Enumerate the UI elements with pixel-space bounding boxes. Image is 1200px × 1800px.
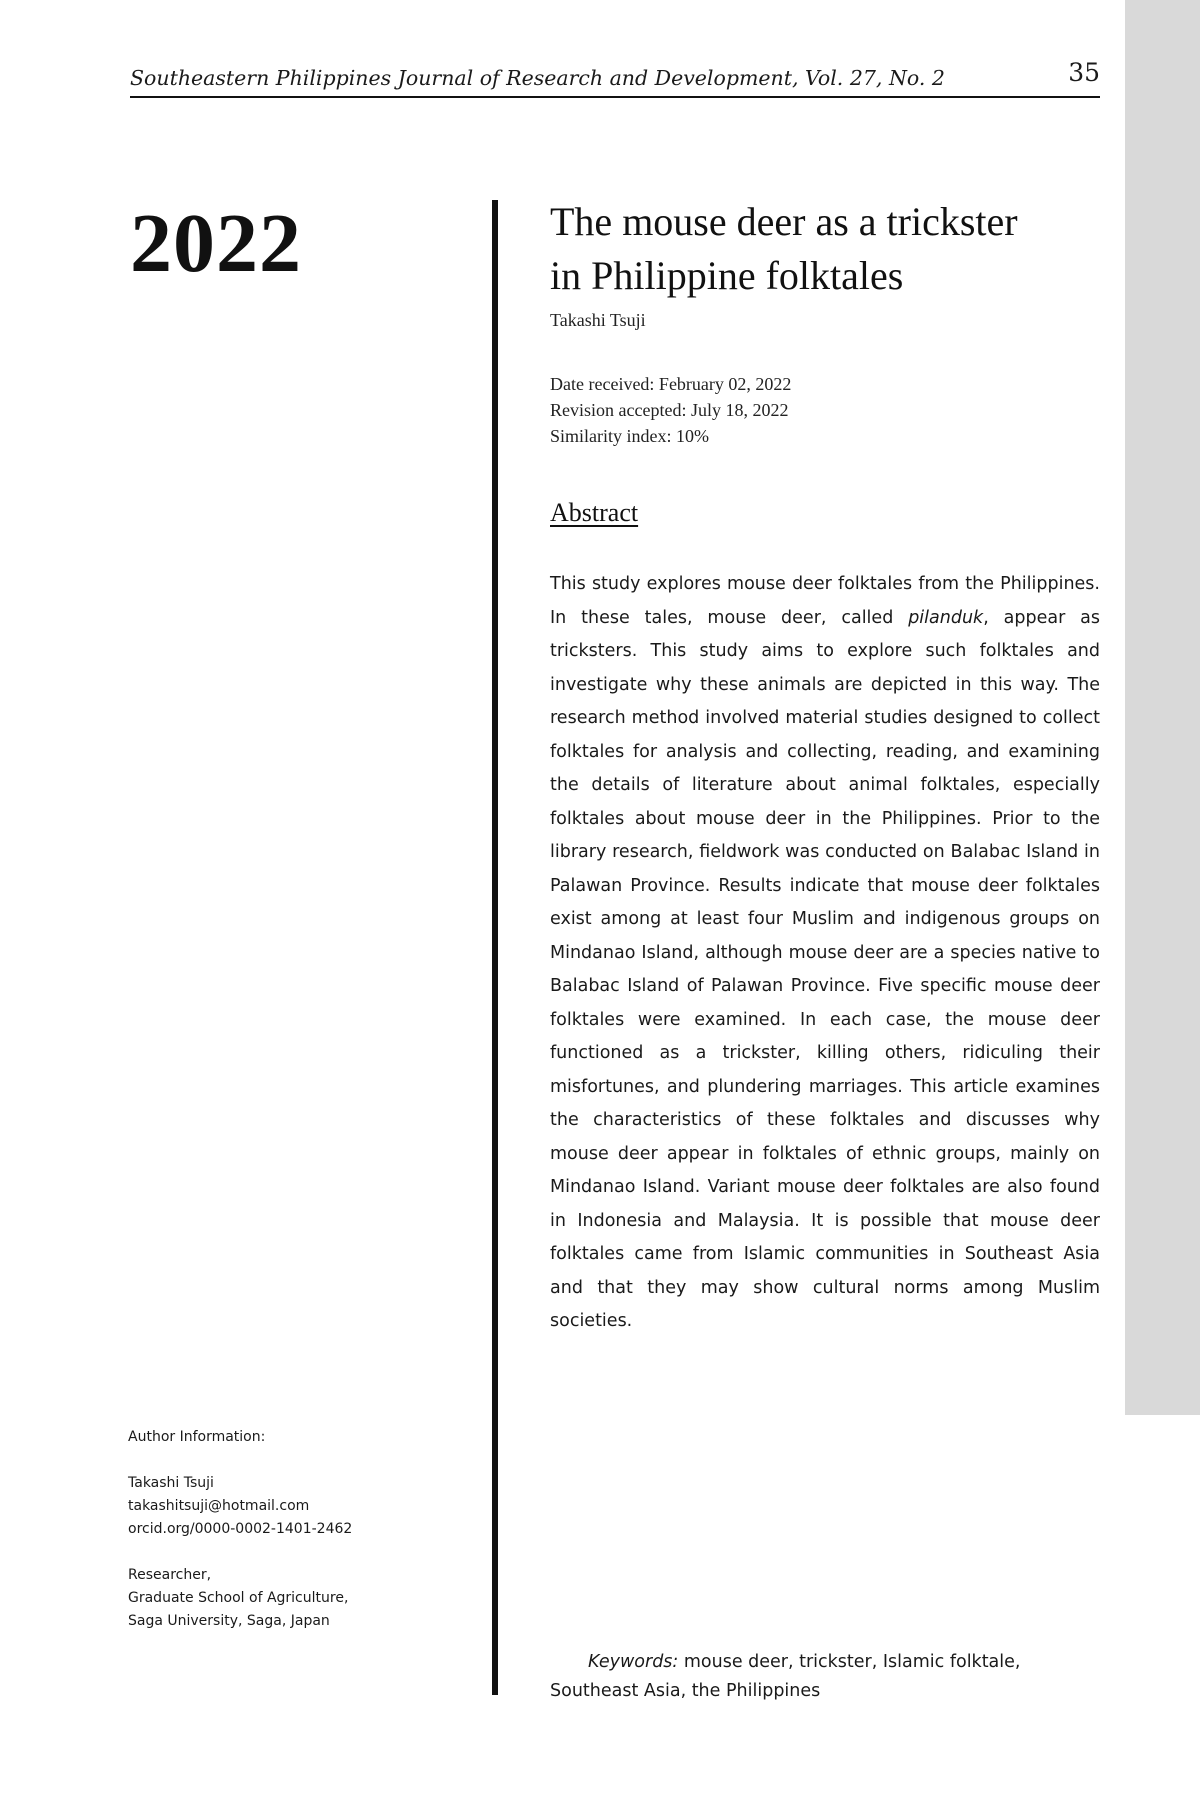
page-edge-strip: [1125, 0, 1200, 1415]
title-line-2: in Philippine folktales: [550, 253, 904, 298]
author-info-heading: Author Information:: [128, 1429, 266, 1445]
abstract-text: [550, 568, 1100, 1339]
similarity-index: Similarity index: 10%: [550, 426, 709, 446]
keywords: [550, 1648, 1100, 1706]
running-header: [130, 58, 1100, 98]
date-received: Date received: February 02, 2022: [550, 374, 792, 394]
article-title: [550, 195, 1110, 303]
author-university: Saga University, Saga, Japan: [128, 1613, 330, 1629]
keywords-text: mouse deer, trickster, Islamic folktale, Southeast Asia, the Philippines: [550, 1652, 1021, 1701]
submission-dates: [550, 371, 791, 449]
author-email: takashitsuji@hotmail.com: [128, 1498, 310, 1514]
author-information: [128, 1426, 468, 1633]
keywords-label: Keywords:: [588, 1652, 679, 1672]
abstract-text-part-1: This study explores mouse deer folktales from the Philippines. In these tales, mouse deer, called: [550, 574, 1100, 628]
abstract-text-part-2: , appear as tricksters. This study aims to explore such folktales and investigate why these animals are depicted in this way. The research method involved material studies designed to collect folktales for analysis and collecting, reading, and examining the details of literature about animal folktales, especially folktales about mouse deer in the Philippines. Prior to the library research, fieldwork was conducted on Balabac Island in Palawan Province. Results indicate that mouse deer folktales exist among at least four Muslim and indigenous groups on Mindanao Island, although mouse deer are a species native to Balabac Island of Palawan Province. Five specific mouse deer folktales were examined. In each case, the mouse deer functioned as a trickster, killing others, ridiculing their misfortunes, and plundering marriages. This article examines the characteristics of these folktales and discusses why mouse deer appear in folktales of ethnic groups, mainly on Mindanao Island. Variant mouse deer folktales are also found in Indonesia and Malaysia. It is possible that mouse deer folktales came from Islamic communities in Southeast Asia and that they may show cultural norms among Muslim societies.: [550, 607, 1101, 1331]
title-line-1: The mouse deer as a trickster: [550, 199, 1018, 244]
author-name: Takashi Tsuji: [128, 1475, 214, 1491]
publication-year: 2022: [130, 197, 302, 290]
author-role: Researcher,: [128, 1567, 212, 1583]
abstract-term: pilanduk: [908, 607, 984, 628]
abstract-heading: Abstract: [550, 498, 639, 527]
article-author: Takashi Tsuji: [550, 310, 646, 330]
author-orcid: orcid.org/0000-0002-1401-2462: [128, 1521, 353, 1537]
column-divider: [492, 200, 498, 1695]
header-rule: [130, 96, 1100, 98]
page-number: 35: [1068, 58, 1100, 87]
revision-accepted: Revision accepted: July 18, 2022: [550, 400, 789, 420]
author-department: Graduate School of Agriculture,: [128, 1590, 349, 1606]
journal-title: Southeastern Philippines Journal of Research and Development, Vol. 27, No. 2: [130, 66, 945, 90]
